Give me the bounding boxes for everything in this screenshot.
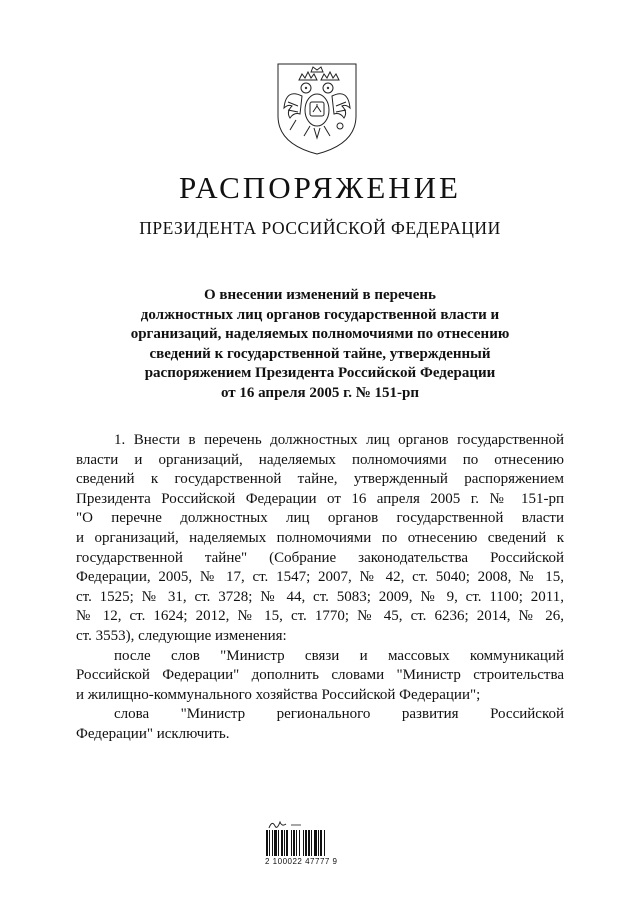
barcode-bar [281,830,283,856]
russian-coat-of-arms-icon [272,58,362,158]
body-line: слова "Министр регионального развития Российской [114,706,564,723]
document-subtitle: ПРЕЗИДЕНТА РОССИЙСКОЙ ФЕДЕРАЦИИ [139,218,501,238]
barcode-bar [314,830,317,856]
document-title: РАСПОРЯЖЕНИЕ [179,170,461,205]
barcode-bar [293,830,295,856]
barcode-bar [320,830,322,856]
barcode-bar [272,830,273,856]
heading-line: должностных лиц органов государственной власти и [140,306,500,323]
body-line: Российской Федерации" дополнить словами "Министр строительства [76,667,564,684]
body-line: Федерации, 2005, № 17, ст. 1547; 2007, № 42, ст. 5040; 2008, № 15, [76,569,564,586]
body-line: ст. 1525; № 31, ст. 3728; № 44, ст. 5083; 2009, № 9, ст. 1100; 2011, [76,588,564,605]
body-line: 1. Внести в перечень должностных лиц органов государственной [114,432,564,448]
barcode-bar [299,830,300,856]
barcode-bar [303,830,304,856]
barcode-bar [324,830,325,856]
body-line: Президента Российской Федерации от 16 апреля 2005 г. № 151-рп [76,490,564,507]
barcode-bar [269,830,270,856]
barcode-bar [278,830,279,856]
barcode-icon [265,830,337,856]
barcode-bar [274,830,277,856]
heading-line: сведений к государственной тайне, утвержденный [149,345,491,362]
barcode-bar [308,830,310,856]
barcode-bar [305,830,307,856]
body-line: государственной тайне" (Собрание законодательства Российской [76,549,564,566]
document-stamp [265,818,337,866]
initials-signature [265,818,337,830]
document-heading [100,286,540,403]
body-line: ст. 3553), следующие изменения: [76,627,287,644]
barcode-number: 2 100022 47777 9 [265,857,338,866]
heading-line: организаций, наделяемых полномочиями по отнесению [130,326,510,342]
heading-line: О внесении изменений в перечень [204,287,436,303]
paragraph-3 [76,705,564,744]
barcode-bar [318,830,319,856]
paragraph-2 [76,647,564,706]
body-line: и жилищно-коммунального хозяйства Российской Федерации"; [76,686,481,703]
document-body [76,431,564,745]
heading-line: от 16 апреля 2005 г. № 151-рп [220,384,420,401]
coat-of-arms-emblem [272,58,362,158]
body-line: сведений к государственной тайне, утвержденный распоряжением [76,471,564,488]
barcode-bar [286,830,288,856]
heading-line: распоряжением Президента Российской Федерации [144,365,496,381]
barcode-bar [296,830,297,856]
body-line: "О перечне должностных лиц органов государственной власти [76,510,564,527]
body-line: власти и организаций, наделяемых полномочиями по отнесению [76,451,564,468]
body-line: № 12, ст. 1624; 2012, № 15, ст. 1770; № 45, ст. 6236; 2014, № 26, [76,608,564,625]
barcode-bar [284,830,285,856]
paragraph-1 [76,431,564,647]
barcode-bar [266,830,268,856]
body-line: Федерации" исключить. [76,725,230,742]
barcode-bar [291,830,292,856]
body-line: после слов "Министр связи и массовых коммуникаций [114,647,564,664]
barcode-bar [311,830,312,856]
body-line: и организаций, наделяемых полномочиями по отнесению сведений к [76,529,564,546]
